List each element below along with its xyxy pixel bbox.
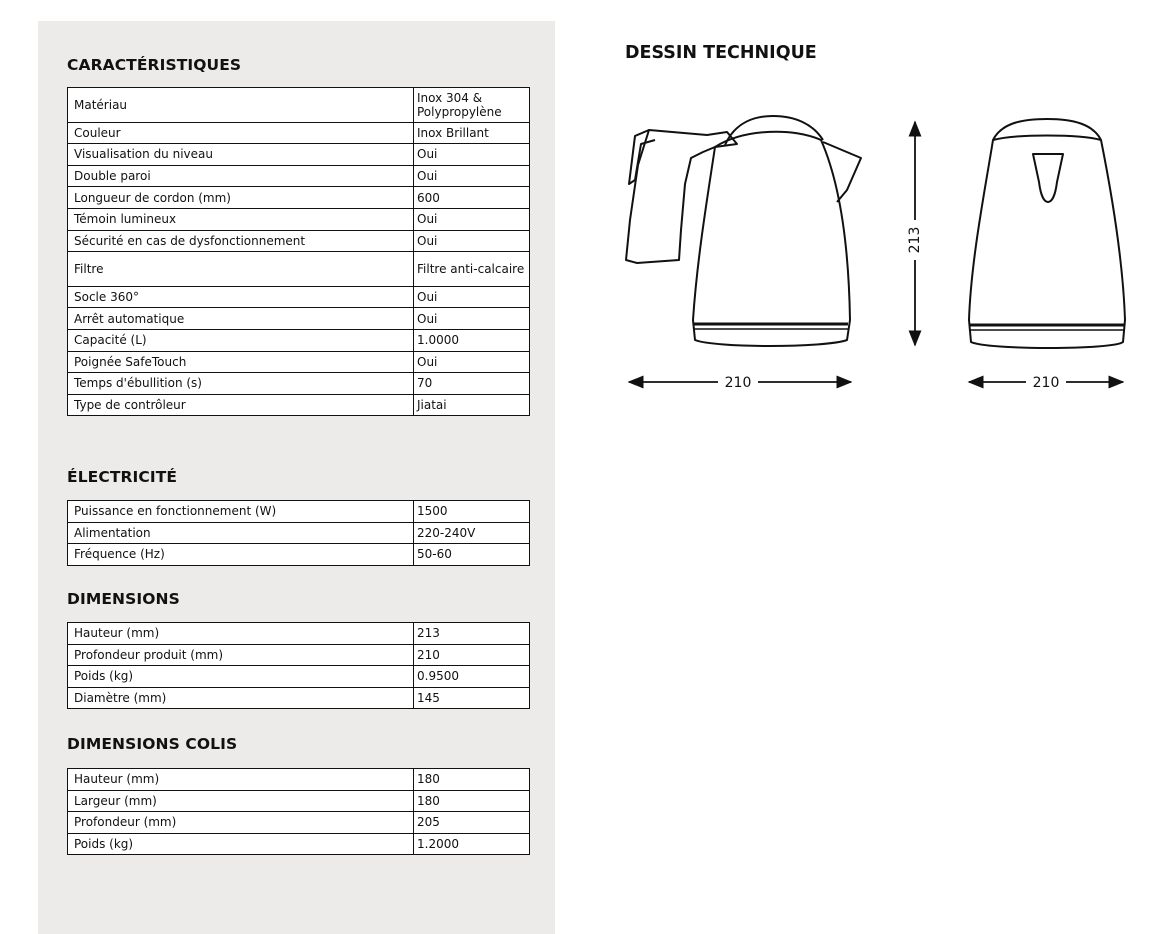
row-label: Largeur (mm) <box>68 790 414 812</box>
table-row <box>68 790 530 812</box>
kettle-body <box>693 132 850 346</box>
side-width-dimension <box>629 372 851 392</box>
row-label: Socle 360° <box>68 286 414 308</box>
row-label: Hauteur (mm) <box>68 623 414 645</box>
row-value: 220-240V <box>414 522 530 544</box>
table-row <box>68 122 530 144</box>
kettle-front-window <box>1033 154 1063 202</box>
row-value: 213 <box>414 623 530 645</box>
table-row <box>68 522 530 544</box>
section-title-electricite: ÉLECTRICITÉ <box>67 468 178 486</box>
row-label: Alimentation <box>68 522 414 544</box>
table-row <box>68 230 530 252</box>
row-value: Oui <box>414 144 530 166</box>
technical-drawing <box>615 110 1145 400</box>
row-label: Profondeur (mm) <box>68 812 414 834</box>
row-label: Poids (kg) <box>68 833 414 855</box>
row-label: Puissance en fonctionnement (W) <box>68 501 414 523</box>
table-row <box>68 165 530 187</box>
row-value: Oui <box>414 230 530 252</box>
row-label: Couleur <box>68 122 414 144</box>
drawing-title: DESSIN TECHNIQUE <box>625 43 817 63</box>
section-title-dimensions-colis: DIMENSIONS COLIS <box>67 735 238 753</box>
table-row <box>68 644 530 666</box>
row-value: 1.2000 <box>414 833 530 855</box>
row-value: 210 <box>414 644 530 666</box>
row-label: Type de contrôleur <box>68 394 414 416</box>
row-value: 50-60 <box>414 544 530 566</box>
kettle-front-lid <box>993 136 1101 141</box>
height-dimension <box>906 122 924 345</box>
row-value: 145 <box>414 687 530 709</box>
row-label: Poids (kg) <box>68 666 414 688</box>
row-label: Visualisation du niveau <box>68 144 414 166</box>
row-value: 70 <box>414 373 530 395</box>
front-width-dimension <box>969 372 1123 392</box>
table-row <box>68 623 530 645</box>
kettle-handle <box>626 130 737 263</box>
table-row <box>68 286 530 308</box>
row-label: Diamètre (mm) <box>68 687 414 709</box>
table-row <box>68 769 530 791</box>
row-value: 600 <box>414 187 530 209</box>
table-row <box>68 208 530 230</box>
row-label: Double paroi <box>68 165 414 187</box>
table-electricite <box>67 500 530 566</box>
row-label: Matériau <box>68 88 414 123</box>
row-label: Poignée SafeTouch <box>68 351 414 373</box>
table-row <box>68 88 530 123</box>
row-label: Arrêt automatique <box>68 308 414 330</box>
row-value: 205 <box>414 812 530 834</box>
row-value: Inox 304 & Polypropylène <box>414 88 530 123</box>
section-title-caracteristiques: CARACTÉRISTIQUES <box>67 56 242 74</box>
row-label: Sécurité en cas de dysfonctionnement <box>68 230 414 252</box>
table-dimensions-colis <box>67 768 530 855</box>
table-row <box>68 501 530 523</box>
table-row <box>68 544 530 566</box>
row-value: Oui <box>414 165 530 187</box>
row-value: Oui <box>414 351 530 373</box>
kettle-front-view <box>969 119 1125 348</box>
row-value: 0.9500 <box>414 666 530 688</box>
kettle-side-view <box>626 116 861 346</box>
table-row <box>68 833 530 855</box>
table-row <box>68 187 530 209</box>
table-row <box>68 144 530 166</box>
table-row <box>68 394 530 416</box>
row-value: 1500 <box>414 501 530 523</box>
row-label: Fréquence (Hz) <box>68 544 414 566</box>
section-title-dimensions: DIMENSIONS <box>67 590 180 608</box>
row-value: Oui <box>414 208 530 230</box>
row-value: 180 <box>414 790 530 812</box>
table-row <box>68 373 530 395</box>
row-value: Jiatai <box>414 394 530 416</box>
row-label: Capacité (L) <box>68 329 414 351</box>
table-row <box>68 308 530 330</box>
table-row <box>68 329 530 351</box>
row-label: Longueur de cordon (mm) <box>68 187 414 209</box>
table-row <box>68 351 530 373</box>
kettle-spout <box>823 142 861 202</box>
side-width-label: 210 <box>724 375 752 391</box>
kettle-lid <box>725 116 823 145</box>
row-value: Filtre anti-calcaire <box>414 252 530 287</box>
row-label: Temps d'ébullition (s) <box>68 373 414 395</box>
row-value: 180 <box>414 769 530 791</box>
row-value: Oui <box>414 286 530 308</box>
row-value: 1.0000 <box>414 329 530 351</box>
table-dimensions <box>67 622 530 709</box>
table-row <box>68 687 530 709</box>
row-value: Inox Brillant <box>414 122 530 144</box>
row-label: Hauteur (mm) <box>68 769 414 791</box>
table-caracteristiques <box>67 87 530 416</box>
row-value: Oui <box>414 308 530 330</box>
front-width-label: 210 <box>1032 375 1060 391</box>
table-row <box>68 252 530 287</box>
row-label: Profondeur produit (mm) <box>68 644 414 666</box>
table-row <box>68 666 530 688</box>
height-label: 213 <box>907 226 923 254</box>
row-label: Filtre <box>68 252 414 287</box>
row-label: Témoin lumineux <box>68 208 414 230</box>
kettle-handle-top <box>629 130 655 184</box>
table-row <box>68 812 530 834</box>
